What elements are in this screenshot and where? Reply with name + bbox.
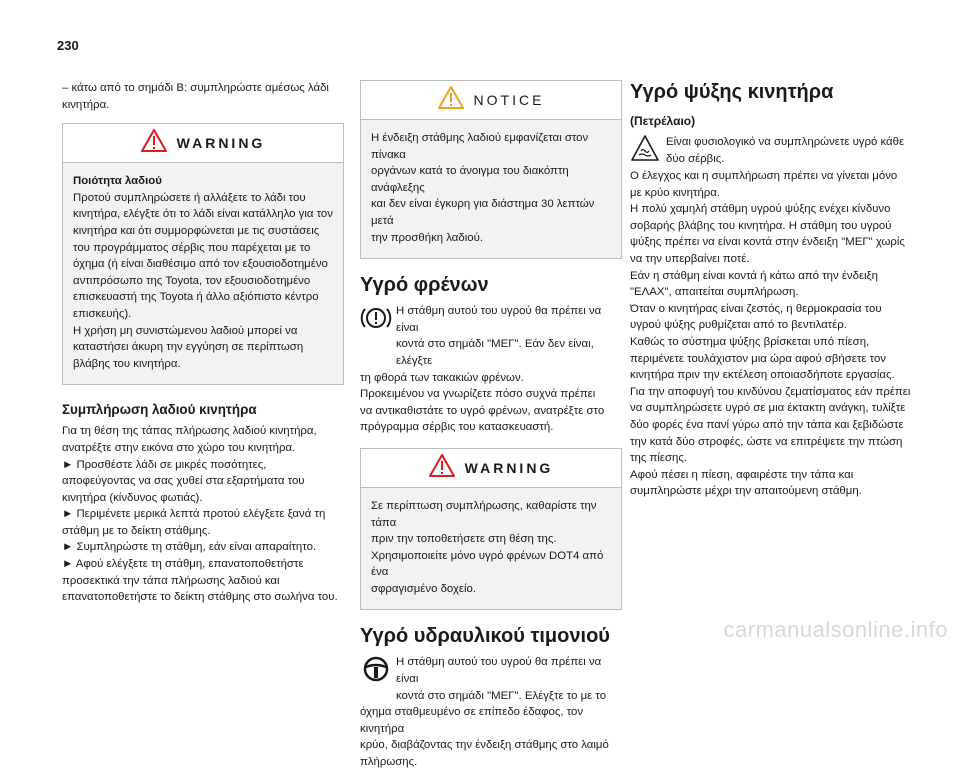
body-line: ψύξης πρέπει να είναι κοντά στην ένδειξη "MΕΓ" χωρίς [630,236,905,249]
body-line: ► Περιμένετε μερικά λεπτά προτού ελέγξετε ξανά τη [62,508,326,521]
intro-text [62,80,344,113]
body-line: της πίεσης. [630,452,687,465]
body-line: όχημα σταθμευμένο σε επίπεδο έδαφος, τον κινητήρα [360,706,584,735]
body-line: Είναι φυσιολογικό να συμπληρώνετε υγρό κάθε [666,136,905,148]
body-line: Η στάθμη αυτού του υγρού θα πρέπει να είναι [396,656,602,686]
steering-wheel-warning-icon [360,654,396,688]
body-line: επανατοποθετήστε το δείκτη στάθμης στο σωλήνα του. [62,591,338,604]
body-line: Η στάθμη αυτού του υγρού θα πρέπει να είναι [396,305,602,334]
body-line: πλήρωσης. [360,756,418,769]
warning-header [361,449,621,488]
brake-warning-icon [360,303,396,337]
notice-line: την προσθήκη λαδιού. [371,231,483,244]
column-2 [360,80,622,771]
body-line: την κατά δύο στροφές, ώστε να επιτρέψετε την πτώση [630,435,903,448]
section-title-hydraulic-fluid: Υγρό υδραυλικού τιμονιού [360,625,610,648]
body-line: "ΕΛΑΧ", απαιτείται συμπλήρωση. [630,286,799,299]
warning-line: κινητήρα, ελέγξτε ότι το λάδι είναι κατάλληλο για τον [73,208,333,221]
notice-line: οργάνων κατά το άνοιγμα του διακόπτη ανάφλεξης [371,165,569,194]
hydraulic-icon-text [396,654,622,704]
warning-line: όχημα (ή είναι διαθέσιμο από τον εξουσιοδοτημένο [73,258,328,271]
body-line: υγρού ψύξης ρυθμίζεται από το βεντιλατέρ. [630,319,847,332]
warning-line: του προγράμματος σέρβις που παρέχεται με το [73,241,311,254]
body-line: Όταν ο κινητήρας είναι ζεστός, η θερμοκρασία του [630,302,882,315]
body-line: Αφού πέσει η πίεση, αφαιρέστε την τάπα και [630,468,854,481]
warning-line: πριν την τοποθετήσετε στη θέση της. [371,533,557,546]
brake-icon-text [396,303,622,369]
warning-line: αντιπρόσωπο της Toyota, τον εξουσιοδοτημένο [73,274,311,287]
body-line: τη φθορά των τακακιών φρένων. [360,371,524,384]
body-line: κρύο, διαβάζοντας την ένδειξη στάθμης στο λαιμό [360,739,609,752]
warning-line: σφραγισμένο δοχείο. [371,582,477,595]
oil-top-up-text [62,423,344,606]
notice-title: NOTICE [473,92,545,108]
intro-line: – κάτω από το σημάδι B: συμπληρώστε αμέσως λάδι [62,82,329,94]
body-line: περιμένετε τουλάχιστον μια ώρα αφού σβήσετε τον [630,352,886,365]
notice-box [360,80,622,259]
caution-triangle-icon [630,134,666,168]
coolant-intro [630,134,912,168]
notice-body [361,120,621,258]
warning-line: επισκευαστή της Toyota ή άλλο αξιόπιστο κέντρο [73,291,319,304]
notice-header [361,81,621,120]
warning-title: WARNING [176,135,266,152]
section-title-brake-fluid: Υγρό φρένων [360,274,489,297]
body-line: κοντά στο σημάδι "MΕΓ". Ελέγξτε το με το [396,689,607,702]
warning-line: επισκευής). [73,307,132,320]
section-title-coolant: Υγρό ψύξης κινητήρα [630,81,834,103]
warning-line: καταστήσει άκυρη την εγγύηση σε περίπτωση [73,341,304,354]
coolant-icon-text [666,134,904,168]
body-line: σοβαρής βλάβης του κινητήρα. Η στάθμη του υγρού [630,219,892,232]
body-line: Προκειμένου να γνωρίζετε πόσο συχνά πρέπει [360,388,596,401]
body-line: πρόγραμμα σέρβις του κατασκευαστή. [360,421,554,434]
body-line: δύο φορές ένα πανί γύρω από την τάπα και ξεβιδώστε [630,418,904,431]
column-3 [630,80,912,500]
body-line: ανατρέξτε στην εικόνα στο χώρο του κινητήρα. [62,441,296,454]
intro-line: κινητήρα. [62,98,110,111]
body-line: ► Αφού ελέγξετε τη στάθμη, επανατοποθετήστε [62,558,304,571]
warning-line: Χρησιμοποιείτε μόνο υγρό φρένων DOT4 από ένα [371,549,604,579]
coolant-text [630,168,912,500]
notice-line: Η ένδειξη στάθμης λαδιού εμφανίζεται στον πίνακα [371,132,589,161]
body-line: αποφεύγοντας να σας χυθεί στα εξαρτήματα του [62,475,305,488]
body-line: Καθώς το σύστημα ψύξης βρίσκεται υπό πίεση, [630,335,870,348]
hydraulic-fluid-text [360,704,622,770]
warning-line: Σε περίπτωση συμπλήρωσης, καθαρίστε την τάπα [371,499,597,529]
brake-fluid-intro [360,303,622,369]
body-line: κοντά στο σημάδι "MΕΓ". Εάν δεν είναι, ελέγξτε [396,338,594,367]
warning-triangle-icon [141,129,167,157]
warning-box-oil [62,123,344,385]
column-1 [62,80,344,606]
hydraulic-fluid-intro [360,654,622,704]
body-line: στάθμη με το δείκτη στάθμης. [62,524,211,537]
body-line: Για την αποφυγή του κινδύνου ζεματίσματος εάν πρέπει [630,385,911,398]
warning-body [63,163,343,384]
notice-line: και δεν είναι έγκυρη για διάστημα 30 λεπτών μετά [371,198,595,227]
body-line: κινητήρα (κίνδυνος φωτιάς). [62,491,203,504]
body-line: Για τη θέση της τάπας πλήρωσης λαδιού κινητήρα, [62,425,317,438]
warning-triangle-icon [429,454,455,482]
body-line: προσεκτικά την τάπα πλήρωσης λαδιού και [62,574,280,587]
body-line: συμπληρώστε μέχρι την απαιτούμενη στάθμη. [630,485,862,498]
warning-line: κινητήρα και ότι συμμορφώνεται με τις συστάσεις [73,224,320,237]
body-line: ► Συμπληρώστε τη στάθμη, εάν είναι απαραίτητο. [62,541,317,554]
page-number: 230 [57,38,79,53]
body-line: Η πολύ χαμηλή στάθμη υγρού ψύξης ενέχει κίνδυνο [630,203,891,216]
body-line: κινητήρα πριν την εκτέλεση οποιασδήποτε εργασίας. [630,369,895,382]
warning-line: Προτού συμπληρώσετε ή αλλάξετε το λάδι του [73,191,306,204]
watermark: carmanualsonline.info [723,617,948,642]
body-line: Ο έλεγχος και η συμπλήρωση πρέπει να γίνεται μόνο [630,170,898,182]
body-line: ► Προσθέστε λάδι σε μικρές ποσότητες, [62,458,267,471]
warning-line: βλάβης του κινητήρα. [73,357,181,370]
warning-header [63,124,343,163]
warning-line: Η χρήση μη συνιστώμενου λαδιού μπορεί να [73,324,298,337]
body-line: με κρύο κινητήρα. [630,186,721,199]
body-line: δύο σέρβις. [666,152,725,165]
body-line: να αντικαθιστάτε το υγρό φρένων, ανατρέξτε στο [360,404,605,417]
body-line: Εάν η στάθμη είναι κοντά ή κάτω από την ένδειξη [630,269,878,282]
warning-body [361,488,621,610]
warning-heading: Ποιότητα λαδιού [73,175,162,188]
warning-title: WARNING [464,459,554,476]
warning-box-brake [360,448,622,611]
section-title-oil-top-up: Συμπλήρωση λαδιού κινητήρα [62,402,257,418]
body-line: να συμπληρώσετε υγρό σε μια έκτακτη ανάγκη, τυλίξτε [630,402,906,415]
brake-fluid-text [360,370,622,436]
coolant-subtitle: (Πετρέλαιο) [630,114,696,128]
notice-triangle-icon [438,86,464,114]
body-line: να την υπερβαίνει ποτέ. [630,252,750,265]
